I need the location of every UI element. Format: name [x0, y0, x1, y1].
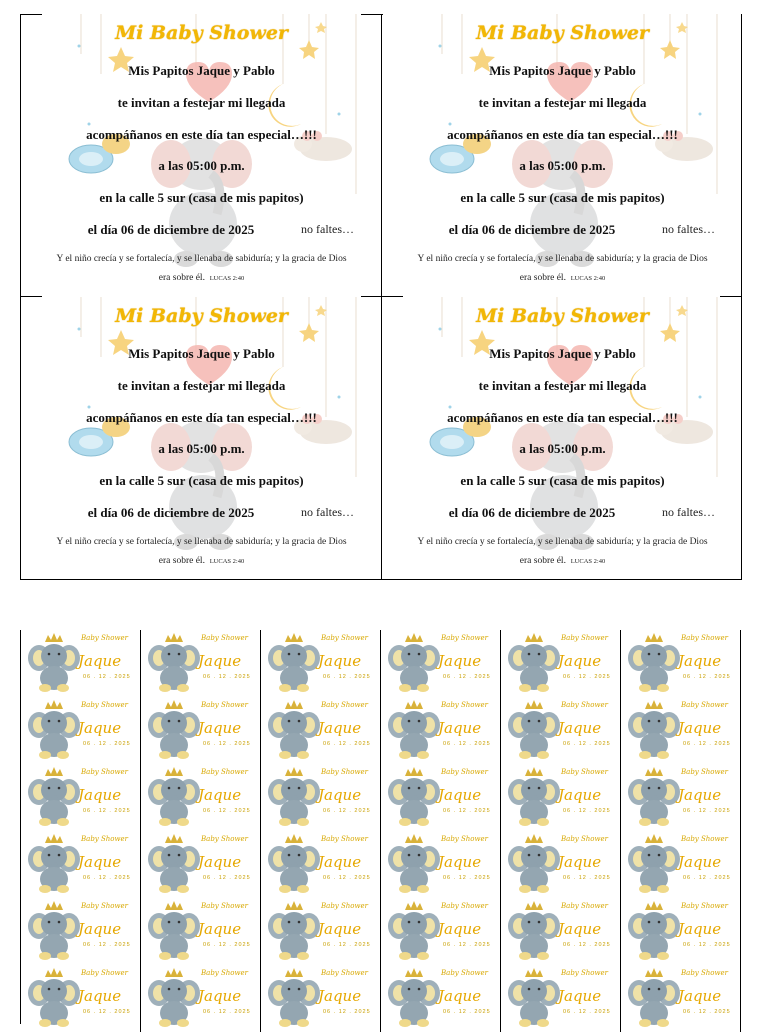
name-label	[501, 965, 621, 1032]
label-date: 06 . 12 . 2025	[563, 875, 611, 881]
elephant-icon	[628, 778, 680, 826]
label-name: Jaque	[198, 920, 242, 938]
name-label	[621, 630, 741, 697]
label-title: Baby Shower	[201, 835, 248, 843]
crown-icon	[645, 767, 663, 776]
name-label	[141, 898, 261, 965]
crown-icon	[165, 968, 183, 977]
elephant-icon	[628, 711, 680, 759]
label-name: Jaque	[438, 853, 482, 871]
label-title: Baby Shower	[441, 969, 488, 977]
crown-icon	[525, 633, 543, 642]
elephant-icon	[28, 644, 80, 692]
special-day-line: acompáñanos en este día tan especial…!!!	[447, 127, 678, 142]
date-line: el día 06 de diciembre de 2025	[87, 222, 255, 237]
label-name: Jaque	[78, 920, 122, 938]
label-date: 06 . 12 . 2025	[563, 942, 611, 948]
label-name: Jaque	[318, 786, 362, 804]
crown-icon	[285, 633, 303, 642]
label-title: Baby Shower	[441, 902, 488, 910]
label-title: Baby Shower	[201, 902, 248, 910]
label-name: Jaque	[438, 719, 482, 737]
label-title: Baby Shower	[681, 902, 728, 910]
name-label	[501, 898, 621, 965]
label-date: 06 . 12 . 2025	[443, 1009, 491, 1015]
invitation-card	[21, 14, 382, 296]
name-label	[21, 764, 141, 831]
label-title: Baby Shower	[321, 969, 368, 977]
name-label	[381, 697, 501, 764]
label-date: 06 . 12 . 2025	[203, 875, 251, 881]
label-name: Jaque	[78, 652, 122, 670]
label-date: 06 . 12 . 2025	[83, 808, 131, 814]
name-label	[621, 898, 741, 965]
crown-icon	[285, 968, 303, 977]
elephant-icon	[28, 979, 80, 1027]
label-title: Baby Shower	[81, 969, 128, 977]
no-faltes-text: no faltes…	[662, 505, 715, 519]
name-label	[261, 965, 381, 1032]
name-label	[261, 898, 381, 965]
label-title: Baby Shower	[321, 768, 368, 776]
label-title: Baby Shower	[681, 969, 728, 977]
name-label	[381, 764, 501, 831]
elephant-icon	[508, 644, 560, 692]
label-title: Baby Shower	[81, 902, 128, 910]
no-faltes-text: no faltes…	[662, 222, 715, 236]
label-title: Baby Shower	[561, 634, 608, 642]
verse-line-2	[25, 269, 378, 288]
label-name: Jaque	[78, 719, 122, 737]
crown-icon	[45, 767, 63, 776]
crown-icon	[525, 767, 543, 776]
elephant-icon	[508, 711, 560, 759]
elephant-icon	[508, 979, 560, 1027]
label-name: Jaque	[198, 652, 242, 670]
label-name: Jaque	[78, 853, 122, 871]
verse-reference: LUCAS 2:40	[209, 275, 245, 282]
label-title: Baby Shower	[321, 835, 368, 843]
name-label	[381, 965, 501, 1032]
name-label	[621, 831, 741, 898]
crown-icon	[285, 834, 303, 843]
label-date: 06 . 12 . 2025	[323, 808, 371, 814]
label-title: Baby Shower	[561, 768, 608, 776]
time-line: a las 05:00 p.m.	[519, 441, 606, 456]
label-title: Baby Shower	[561, 902, 608, 910]
label-title: Baby Shower	[561, 835, 608, 843]
label-title: Baby Shower	[441, 835, 488, 843]
label-title: Baby Shower	[561, 969, 608, 977]
parents-line: Mis Papitos Jaque y Pablo	[128, 63, 275, 78]
label-title: Baby Shower	[321, 701, 368, 709]
elephant-icon	[268, 711, 320, 759]
label-date: 06 . 12 . 2025	[443, 875, 491, 881]
label-date: 06 . 12 . 2025	[323, 875, 371, 881]
no-faltes-text: no faltes…	[301, 505, 354, 519]
elephant-icon	[28, 778, 80, 826]
label-title: Baby Shower	[201, 969, 248, 977]
verse-reference: LUCAS 2:40	[570, 558, 606, 565]
date-line: el día 06 de diciembre de 2025	[448, 222, 616, 237]
border-bottom	[20, 579, 742, 580]
name-label	[621, 965, 741, 1032]
verse-reference: LUCAS 2:40	[209, 558, 245, 565]
bible-verse	[386, 533, 739, 571]
name-label	[381, 831, 501, 898]
label-name: Jaque	[198, 786, 242, 804]
label-name: Jaque	[198, 987, 242, 1005]
invite-line: te invitan a festejar mi llegada	[117, 378, 286, 393]
invite-line: te invitan a festejar mi llegada	[117, 95, 286, 110]
invitation-title: Mi Baby Shower	[115, 305, 288, 327]
label-name: Jaque	[678, 987, 722, 1005]
invitation-card	[382, 14, 743, 296]
parents-line: Mis Papitos Jaque y Pablo	[489, 346, 636, 361]
name-label	[141, 831, 261, 898]
name-label	[261, 764, 381, 831]
crown-icon	[525, 700, 543, 709]
label-title: Baby Shower	[81, 701, 128, 709]
label-title: Baby Shower	[321, 634, 368, 642]
label-date: 06 . 12 . 2025	[683, 808, 731, 814]
label-date: 06 . 12 . 2025	[323, 1009, 371, 1015]
elephant-icon	[508, 778, 560, 826]
label-date: 06 . 12 . 2025	[563, 1009, 611, 1015]
crown-icon	[45, 968, 63, 977]
verse-reference: LUCAS 2:40	[570, 275, 606, 282]
date-line: el día 06 de diciembre de 2025	[448, 505, 616, 520]
time-line: a las 05:00 p.m.	[519, 158, 606, 173]
label-name: Jaque	[558, 786, 602, 804]
name-label	[141, 697, 261, 764]
label-name: Jaque	[318, 920, 362, 938]
verse-line-1: Y el niño crecía y se fortalecía, y se llenaba de sabiduría; y la gracia de Dios	[417, 254, 708, 264]
label-name: Jaque	[678, 853, 722, 871]
label-name: Jaque	[438, 987, 482, 1005]
address-line: en la calle 5 sur (casa de mis papitos)	[99, 190, 304, 205]
crown-icon	[405, 700, 423, 709]
name-label	[501, 764, 621, 831]
crown-icon	[645, 834, 663, 843]
crown-icon	[285, 767, 303, 776]
elephant-icon	[628, 845, 680, 893]
elephant-icon	[148, 711, 200, 759]
name-label	[261, 697, 381, 764]
label-date: 06 . 12 . 2025	[83, 875, 131, 881]
name-label	[21, 898, 141, 965]
label-name: Jaque	[198, 719, 242, 737]
crown-icon	[645, 700, 663, 709]
crown-icon	[645, 901, 663, 910]
elephant-icon	[508, 912, 560, 960]
elephant-icon	[628, 912, 680, 960]
name-label	[261, 630, 381, 697]
name-label	[21, 697, 141, 764]
label-date: 06 . 12 . 2025	[83, 942, 131, 948]
elephant-icon	[388, 711, 440, 759]
label-title: Baby Shower	[441, 768, 488, 776]
verse-line-1: Y el niño crecía y se fortalecía, y se llenaba de sabiduría; y la gracia de Dios	[417, 537, 708, 547]
crown-icon	[165, 901, 183, 910]
name-label	[21, 630, 141, 697]
verse-line-2-text: era sobre él.	[158, 556, 205, 566]
label-title: Baby Shower	[681, 701, 728, 709]
special-day-line: acompáñanos en este día tan especial…!!!	[447, 410, 678, 425]
elephant-icon	[388, 912, 440, 960]
label-name: Jaque	[558, 652, 602, 670]
elephant-icon	[388, 778, 440, 826]
crown-icon	[165, 767, 183, 776]
invitation-card	[382, 297, 743, 579]
label-title: Baby Shower	[81, 768, 128, 776]
elephant-icon	[628, 979, 680, 1027]
no-faltes-text: no faltes…	[301, 222, 354, 236]
elephant-icon	[268, 912, 320, 960]
label-date: 06 . 12 . 2025	[203, 1009, 251, 1015]
label-date: 06 . 12 . 2025	[563, 741, 611, 747]
name-label	[21, 965, 141, 1032]
time-line: a las 05:00 p.m.	[158, 441, 245, 456]
label-title: Baby Shower	[681, 768, 728, 776]
address-line: en la calle 5 sur (casa de mis papitos)	[99, 473, 304, 488]
name-label	[381, 898, 501, 965]
bible-verse	[25, 250, 378, 288]
verse-line-2-text: era sobre él.	[158, 273, 205, 283]
crown-icon	[645, 633, 663, 642]
elephant-icon	[388, 979, 440, 1027]
label-name: Jaque	[678, 920, 722, 938]
elephant-icon	[28, 845, 80, 893]
name-label	[141, 764, 261, 831]
bible-verse	[25, 533, 378, 571]
label-date: 06 . 12 . 2025	[203, 741, 251, 747]
elephant-icon	[388, 644, 440, 692]
label-date: 06 . 12 . 2025	[563, 808, 611, 814]
elephant-icon	[148, 644, 200, 692]
elephant-icon	[148, 979, 200, 1027]
label-title: Baby Shower	[441, 701, 488, 709]
label-name: Jaque	[318, 853, 362, 871]
verse-line-2	[386, 552, 739, 571]
label-name: Jaque	[438, 786, 482, 804]
label-name: Jaque	[438, 920, 482, 938]
label-title: Baby Shower	[201, 768, 248, 776]
label-title: Baby Shower	[81, 835, 128, 843]
verse-line-2-text: era sobre él.	[519, 273, 566, 283]
label-name: Jaque	[438, 652, 482, 670]
verse-line-2	[386, 269, 739, 288]
crown-icon	[45, 901, 63, 910]
crown-icon	[405, 901, 423, 910]
label-name: Jaque	[318, 719, 362, 737]
label-date: 06 . 12 . 2025	[203, 942, 251, 948]
elephant-icon	[268, 644, 320, 692]
elephant-icon	[508, 845, 560, 893]
labels-grid	[20, 630, 742, 1024]
label-title: Baby Shower	[561, 701, 608, 709]
crown-icon	[405, 767, 423, 776]
name-label	[501, 697, 621, 764]
elephant-icon	[268, 979, 320, 1027]
name-label	[621, 697, 741, 764]
name-label	[501, 630, 621, 697]
name-label	[141, 965, 261, 1032]
verse-line-1: Y el niño crecía y se fortalecía, y se llenaba de sabiduría; y la gracia de Dios	[56, 254, 347, 264]
crown-icon	[285, 700, 303, 709]
crown-icon	[405, 834, 423, 843]
crown-icon	[45, 633, 63, 642]
label-title: Baby Shower	[201, 701, 248, 709]
crown-icon	[405, 968, 423, 977]
label-title: Baby Shower	[201, 634, 248, 642]
name-label	[501, 831, 621, 898]
invitation-card	[21, 297, 382, 579]
label-date: 06 . 12 . 2025	[323, 942, 371, 948]
label-title: Baby Shower	[321, 902, 368, 910]
label-date: 06 . 12 . 2025	[443, 741, 491, 747]
label-date: 06 . 12 . 2025	[683, 674, 731, 680]
label-title: Baby Shower	[681, 634, 728, 642]
label-date: 06 . 12 . 2025	[443, 674, 491, 680]
label-title: Baby Shower	[81, 634, 128, 642]
invitations-grid	[20, 14, 742, 580]
label-date: 06 . 12 . 2025	[443, 808, 491, 814]
label-date: 06 . 12 . 2025	[683, 1009, 731, 1015]
invitation-title: Mi Baby Shower	[476, 22, 649, 44]
verse-line-2-text: era sobre él.	[519, 556, 566, 566]
label-date: 06 . 12 . 2025	[683, 942, 731, 948]
label-date: 06 . 12 . 2025	[83, 741, 131, 747]
elephant-icon	[28, 711, 80, 759]
label-date: 06 . 12 . 2025	[323, 674, 371, 680]
label-name: Jaque	[678, 719, 722, 737]
special-day-line: acompáñanos en este día tan especial…!!!	[86, 127, 317, 142]
crown-icon	[525, 901, 543, 910]
label-title: Baby Shower	[681, 835, 728, 843]
label-name: Jaque	[678, 652, 722, 670]
elephant-icon	[268, 845, 320, 893]
label-name: Jaque	[78, 786, 122, 804]
label-date: 06 . 12 . 2025	[323, 741, 371, 747]
label-date: 06 . 12 . 2025	[83, 1009, 131, 1015]
label-date: 06 . 12 . 2025	[683, 875, 731, 881]
date-line: el día 06 de diciembre de 2025	[87, 505, 255, 520]
label-name: Jaque	[78, 987, 122, 1005]
crown-icon	[45, 834, 63, 843]
address-line: en la calle 5 sur (casa de mis papitos)	[460, 473, 665, 488]
elephant-icon	[388, 845, 440, 893]
label-name: Jaque	[318, 652, 362, 670]
crown-icon	[405, 633, 423, 642]
name-label	[21, 831, 141, 898]
parents-line: Mis Papitos Jaque y Pablo	[489, 63, 636, 78]
name-label	[141, 630, 261, 697]
crown-icon	[165, 633, 183, 642]
invitation-title: Mi Baby Shower	[476, 305, 649, 327]
label-name: Jaque	[558, 987, 602, 1005]
crown-icon	[525, 834, 543, 843]
time-line: a las 05:00 p.m.	[158, 158, 245, 173]
crown-icon	[165, 700, 183, 709]
label-name: Jaque	[558, 853, 602, 871]
crown-icon	[165, 834, 183, 843]
label-date: 06 . 12 . 2025	[443, 942, 491, 948]
crown-icon	[285, 901, 303, 910]
verse-line-2	[25, 552, 378, 571]
label-name: Jaque	[558, 719, 602, 737]
label-date: 06 . 12 . 2025	[683, 741, 731, 747]
label-date: 06 . 12 . 2025	[83, 674, 131, 680]
invite-line: te invitan a festejar mi llegada	[478, 95, 647, 110]
label-date: 06 . 12 . 2025	[563, 674, 611, 680]
label-name: Jaque	[198, 853, 242, 871]
crown-icon	[45, 700, 63, 709]
label-name: Jaque	[558, 920, 602, 938]
elephant-icon	[28, 912, 80, 960]
invitation-title: Mi Baby Shower	[115, 22, 288, 44]
label-title: Baby Shower	[441, 634, 488, 642]
elephant-icon	[148, 912, 200, 960]
label-date: 06 . 12 . 2025	[203, 674, 251, 680]
label-name: Jaque	[678, 786, 722, 804]
invite-line: te invitan a festejar mi llegada	[478, 378, 647, 393]
special-day-line: acompáñanos en este día tan especial…!!!	[86, 410, 317, 425]
elephant-icon	[628, 644, 680, 692]
parents-line: Mis Papitos Jaque y Pablo	[128, 346, 275, 361]
crown-icon	[645, 968, 663, 977]
address-line: en la calle 5 sur (casa de mis papitos)	[460, 190, 665, 205]
elephant-icon	[148, 778, 200, 826]
label-name: Jaque	[318, 987, 362, 1005]
crown-icon	[525, 968, 543, 977]
elephant-icon	[148, 845, 200, 893]
label-date: 06 . 12 . 2025	[203, 808, 251, 814]
verse-line-1: Y el niño crecía y se fortalecía, y se llenaba de sabiduría; y la gracia de Dios	[56, 537, 347, 547]
name-label	[381, 630, 501, 697]
elephant-icon	[268, 778, 320, 826]
name-label	[621, 764, 741, 831]
bible-verse	[386, 250, 739, 288]
name-label	[261, 831, 381, 898]
